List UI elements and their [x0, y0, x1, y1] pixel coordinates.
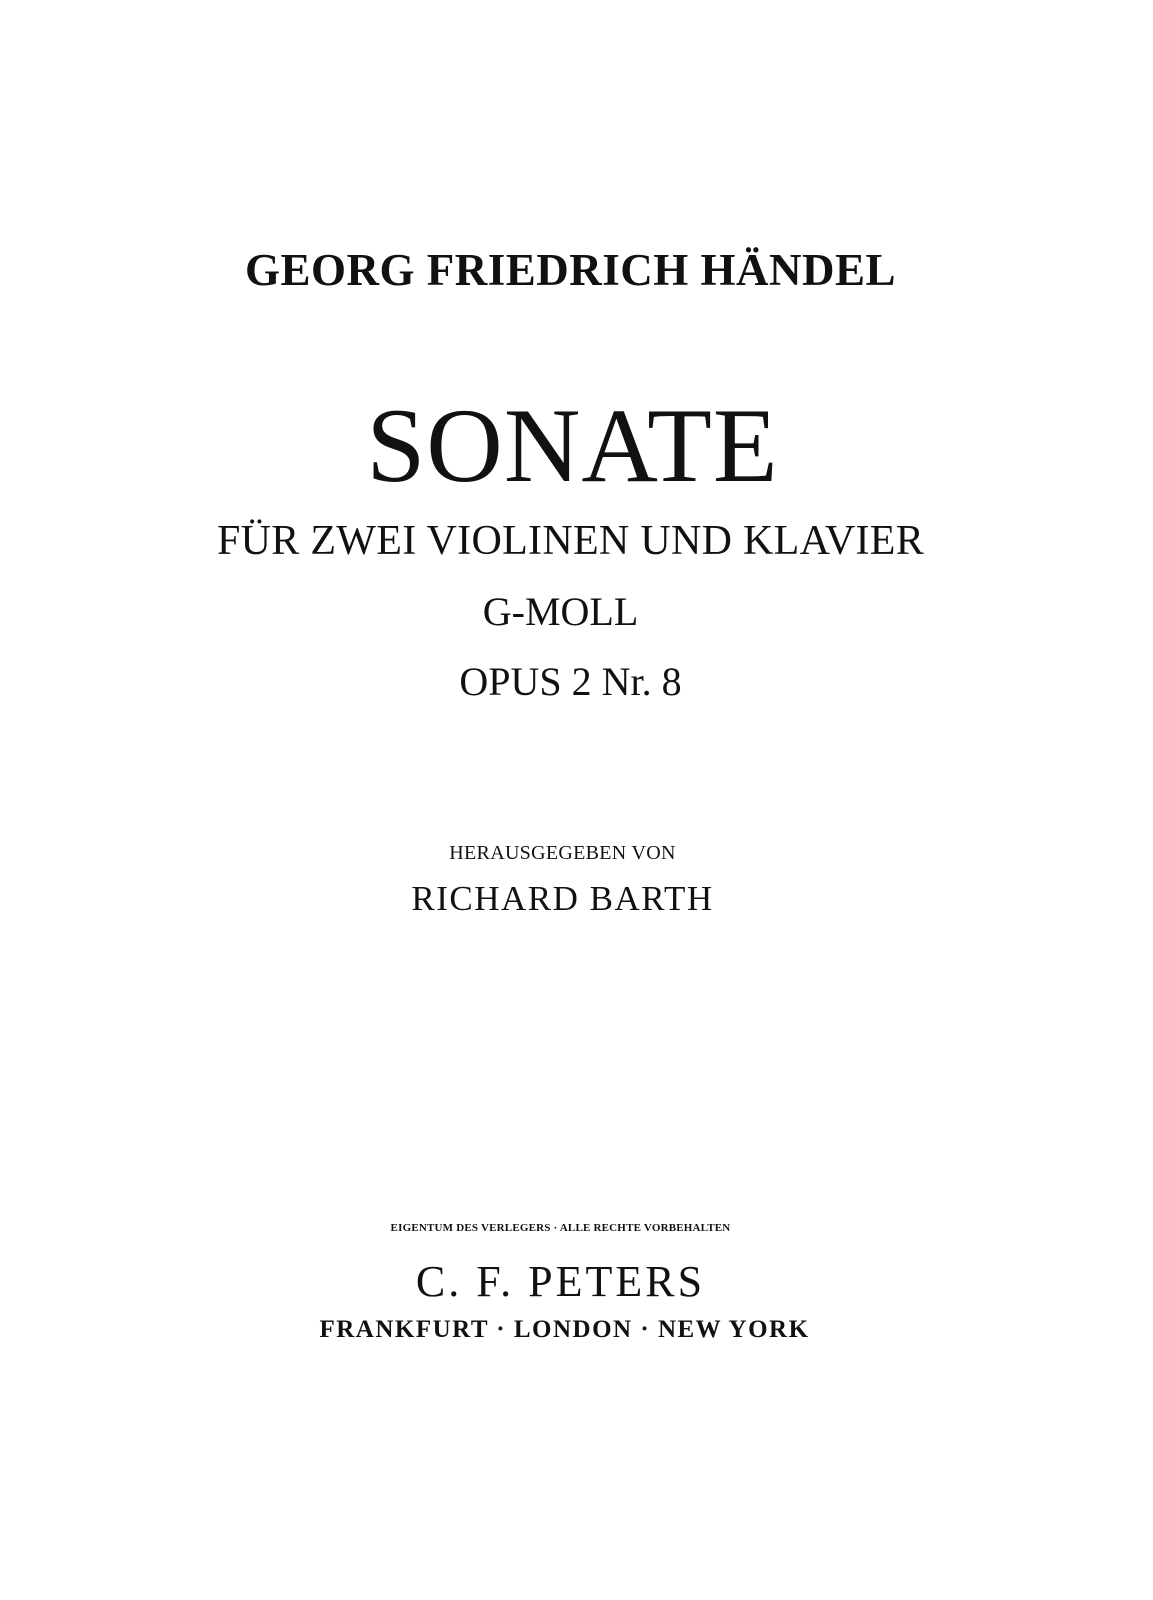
publisher-cities: FRANKFURT · LONDON · NEW YORK [319, 1316, 810, 1343]
work-title: SONATE [366, 387, 779, 504]
opus-number: OPUS 2 Nr. 8 [459, 659, 682, 704]
publisher-name: C. F. PETERS [415, 1257, 706, 1306]
instrumentation: FÜR ZWEI VIOLINEN UND KLAVIER [216, 518, 925, 564]
key-signature: G-MOLL [482, 589, 639, 634]
edited-by-label: HERAUSGEGEBEN VON [449, 842, 676, 864]
editor-name: RICHARD BARTH [411, 879, 714, 918]
composer-name: GEORG FRIEDRICH HÄNDEL [244, 245, 897, 295]
rights-notice: EIGENTUM DES VERLEGERS · ALLE RECHTE VORBEHALTEN [390, 1222, 731, 1234]
